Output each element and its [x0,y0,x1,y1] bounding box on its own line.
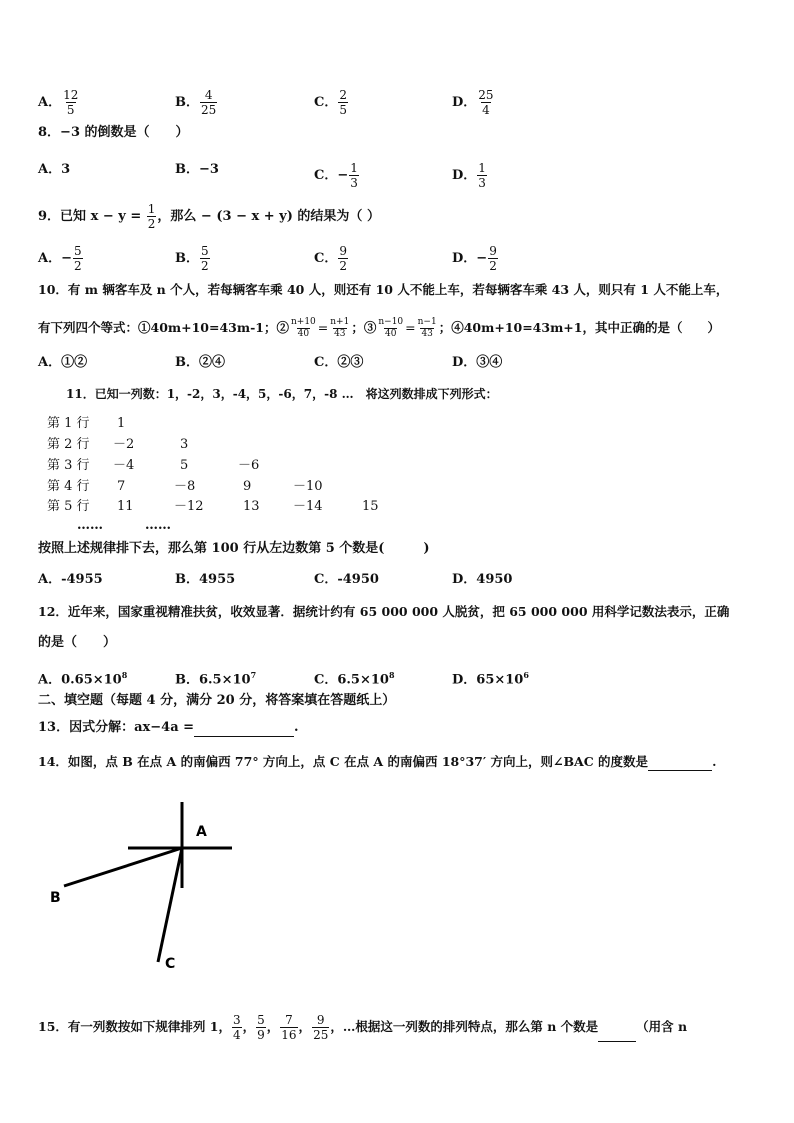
row-value: －4 [113,458,135,473]
q11-option-b[interactable]: B．4955 [175,572,236,587]
q9-option-b[interactable]: B． $\frac{5}{2}$ [175,244,209,273]
row-value: －6 [238,458,260,473]
row-value: －12 [174,499,204,514]
row-label: 第 5 行 [47,499,90,514]
q12-option-d[interactable]: D．$65\times 10^6$ [452,670,529,688]
q10-stem-line1: 10．有 m 辆客车及 n 个人，若每辆客车乘 40 人，则还有 10 人不能上车，若每辆客车乘 43 人，则只有 1 人不能上车， [38,282,729,297]
q8-option-a[interactable]: A．3 [38,162,71,177]
answer-blank[interactable] [598,1027,636,1042]
fraction: $\frac{n-10}{40}$ [378,317,404,339]
q10-option-b[interactable]: B．②④ [175,355,225,370]
row-value: 5 [180,458,189,473]
fraction: $\frac{5}{9}$ [257,1013,265,1042]
q7-option-c[interactable]: C． $\frac{2}{5}$ [314,88,347,117]
fraction: $\frac{2}{5}$ [339,88,347,117]
fraction: $\frac{n+1}{43}$ [330,317,350,339]
q11-option-c[interactable]: C．-4950 [314,572,379,587]
ellipsis: …… [145,518,171,533]
q7-option-d[interactable]: D． $\frac{25}{4}$ [452,88,494,117]
fraction: $\frac{12}{5}$ [63,88,79,117]
q9-stem: 9．已知 x − y = $\frac{1}{2}$ ，那么 − (3 − x + y) 的结果为（ ） [38,202,380,231]
q10-option-d[interactable]: D．③④ [452,355,503,370]
q7-option-b[interactable]: B． $\frac{4}{25}$ [175,88,217,117]
q12-option-a[interactable]: A．$0.65\times 10^8$ [38,670,128,688]
q8-option-b[interactable]: B．−3 [175,162,219,177]
row-value: 3 [180,437,189,452]
q7-option-a[interactable]: A． $\frac{12}{5}$ [38,88,79,117]
fraction: $\frac{n+10}{40}$ [290,317,316,339]
q8-option-c[interactable]: C．− $\frac{1}{3}$ [314,161,358,190]
q12-stem-line2: 的是（ ） [38,635,117,650]
fraction: $\frac{n-1}{43}$ [417,317,437,339]
row-value: 15 [362,499,379,514]
q8-stem: 8．−3 的倒数是（ ） [38,125,189,140]
ray-ac [158,848,182,962]
label-a: A [196,824,207,840]
q9-option-d[interactable]: D．− $\frac{9}{2}$ [452,244,497,273]
q9-option-a[interactable]: A．− $\frac{5}{2}$ [38,244,82,273]
q10-stem-line2: 有下列四个等式：①40m+10=43m-1；② $\frac{n+10}{40}$ = $\frac{n+1}{43}$ ；③ $\frac{n-10}{40}$ = $\frac{n-1}{43}$ ；④40m+10=43m+1，其中正确的是（ ） [38,317,720,339]
q10-option-a[interactable]: A．①② [38,355,88,370]
answer-blank[interactable] [648,756,712,771]
q11-stem: 11．已知一列数：1，-2，3，-4，5，-6，7，-8 … 将这列数排成下列形式： [66,387,498,401]
q8-option-d[interactable]: D． $\frac{1}{3}$ [452,161,486,190]
ellipsis: …… [77,518,103,533]
row-label: 第 1 行 [47,416,90,431]
ray-ab [64,848,182,886]
fraction: $\frac{5}{2}$ [201,244,209,273]
q11-option-a[interactable]: A．-4955 [38,572,103,587]
row-value: －10 [293,479,323,494]
fraction: $\frac{1}{3}$ [350,161,358,190]
row-value: 9 [243,479,252,494]
row-value: 7 [117,479,126,494]
q12-option-c[interactable]: C．$6.5\times 10^8$ [314,670,395,688]
q10-option-c[interactable]: C．②③ [314,355,364,370]
row-value: 11 [117,499,134,514]
fraction: $\frac{1}{2}$ [147,202,156,231]
q12-stem-line1: 12．近年来，国家重视精准扶贫，收效显著．据统计约有 65 000 000 人脱贫，把 65 000 000 用科学记数法表示，正确 [38,604,730,619]
fraction: $\frac{9}{2}$ [489,244,497,273]
q11-question: 按照上述规律排下去，那么第 100 行从左边数第 5 个数是( ) [38,541,430,556]
fraction: $\frac{1}{3}$ [478,161,486,190]
q13: 13．因式分解：ax−4a = . [38,720,299,735]
row-value: －14 [293,499,323,514]
fraction: $\frac{7}{16}$ [281,1013,297,1042]
direction-figure [0,790,300,980]
row-value: 13 [243,499,260,514]
row-label: 第 2 行 [47,437,90,452]
answer-blank[interactable] [194,722,294,737]
row-value: －8 [174,479,196,494]
q14: 14．如图，点 B 在点 A 的南偏西 77° 方向上，点 C 在点 A 的南偏西 18°37′ 方向上，则∠BAC 的度数是 . [38,754,717,769]
q12-option-b[interactable]: B．$6.5\times 10^7$ [175,670,257,688]
fraction: $\frac{25}{4}$ [478,88,494,117]
fraction: $\frac{9}{25}$ [313,1013,329,1042]
row-value: 1 [117,416,126,431]
fraction: $\frac{5}{2}$ [74,244,82,273]
q9-option-c[interactable]: C． $\frac{9}{2}$ [314,244,347,273]
fraction: $\frac{9}{2}$ [339,244,347,273]
row-value: －2 [113,437,135,452]
section-heading: 二、填空题（每题 4 分，满分 20 分，将答案填在答题纸上） [38,693,396,708]
row-label: 第 3 行 [47,458,90,473]
fraction: $\frac{3}{4}$ [232,1013,241,1042]
fraction: $\frac{4}{25}$ [201,88,217,117]
q11-option-d[interactable]: D．4950 [452,572,513,587]
label-c: C [165,956,176,972]
q15: 15．有一列数按如下规律排列 1， $\frac{3}{4}$ ， $\frac{5}{9}$ ， $\frac{7}{16}$ ， $\frac{9}{25}$ ，…根据这一列数的排列特点，那么第 n 个数是 （用含 n [38,1013,688,1042]
row-label: 第 4 行 [47,479,90,494]
label-b: B [50,890,61,906]
